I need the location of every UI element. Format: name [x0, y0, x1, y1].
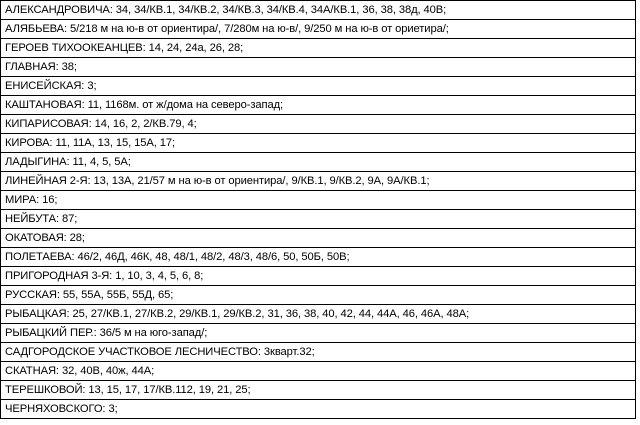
address-cell: ГЕРОЕВ ТИХООКЕАНЦЕВ: 14, 24, 24а, 26, 28; [1, 39, 636, 58]
table-row [1, 172, 636, 191]
table-row [1, 305, 636, 324]
table-row [1, 115, 636, 134]
table-row [1, 153, 636, 172]
address-cell: ЛАДЫГИНА: 11, 4, 5, 5А; [1, 153, 636, 172]
table-row [1, 1, 636, 20]
table-row [1, 248, 636, 267]
table-row [1, 77, 636, 96]
table-row [1, 191, 636, 210]
address-cell: АЛЯБЬЕВА: 5/218 м на ю-в от ориентира/, 7/280м на ю-в/, 9/250 м на ю-в от ориетира/; [1, 20, 636, 39]
address-cell: ЛИНЕЙНАЯ 2-Я: 13, 13А, 21/57 м на ю-в от ориентира/, 9/КВ.1, 9/КВ.2, 9А, 9А/КВ.1; [1, 172, 636, 191]
address-cell: РУССКАЯ: 55, 55А, 55Б, 55Д, 65; [1, 286, 636, 305]
address-cell: АЛЕКСАНДРОВИЧА: 34, 34/КВ.1, 34/КВ.2, 34/КВ.3, 34/КВ.4, 34А/КВ.1, 36, 38, 38д, 40В; [1, 1, 636, 20]
address-cell: КИПАРИСОВАЯ: 14, 16, 2, 2/КВ.79, 4; [1, 115, 636, 134]
table-row [1, 229, 636, 248]
table-row [1, 134, 636, 153]
table-row [1, 343, 636, 362]
address-cell: ЧЕРНЯХОВСКОГО: 3; [1, 400, 636, 419]
address-cell: КИРОВА: 11, 11А, 13, 15, 15А, 17; [1, 134, 636, 153]
address-cell: РЫБАЦКАЯ: 25, 27/КВ.1, 27/КВ.2, 29/КВ.1, 29/КВ.2, 31, 36, 38, 40, 42, 44, 44А, 46, 46А, 48А; [1, 305, 636, 324]
address-cell: ПРИГОРОДНАЯ 3-Я: 1, 10, 3, 4, 5, 6, 8; [1, 267, 636, 286]
table-row [1, 400, 636, 419]
address-cell: СКАТНАЯ: 32, 40В, 40ж, 44А; [1, 362, 636, 381]
address-cell: САДГОРОДСКОЕ УЧАСТКОВОЕ ЛЕСНИЧЕСТВО: 3кварт.32; [1, 343, 636, 362]
address-cell: ТЕРЕШКОВОЙ: 13, 15, 17, 17/КВ.112, 19, 21, 25; [1, 381, 636, 400]
table-row [1, 286, 636, 305]
address-cell: ЕНИСЕЙСКАЯ: 3; [1, 77, 636, 96]
table-row [1, 20, 636, 39]
table-row [1, 58, 636, 77]
table-row [1, 362, 636, 381]
address-cell: РЫБАЦКИЙ ПЕР.: 36/5 м на юго-запад/; [1, 324, 636, 343]
table-row [1, 324, 636, 343]
address-cell: ПОЛЕТАЕВА: 46/2, 46Д, 46К, 48, 48/1, 48/2, 48/3, 48/6, 50, 50Б, 50В; [1, 248, 636, 267]
table-row [1, 210, 636, 229]
table-row [1, 267, 636, 286]
address-cell: НЕЙБУТА: 87; [1, 210, 636, 229]
table-row [1, 381, 636, 400]
table-row [1, 39, 636, 58]
address-table-body [1, 1, 636, 419]
address-cell: МИРА: 16; [1, 191, 636, 210]
address-cell: ГЛАВНАЯ: 38; [1, 58, 636, 77]
address-cell: КАШТАНОВАЯ: 11, 1168м. от ж/дома на северо-запад; [1, 96, 636, 115]
table-row [1, 96, 636, 115]
address-cell: ОКАТОВАЯ: 28; [1, 229, 636, 248]
